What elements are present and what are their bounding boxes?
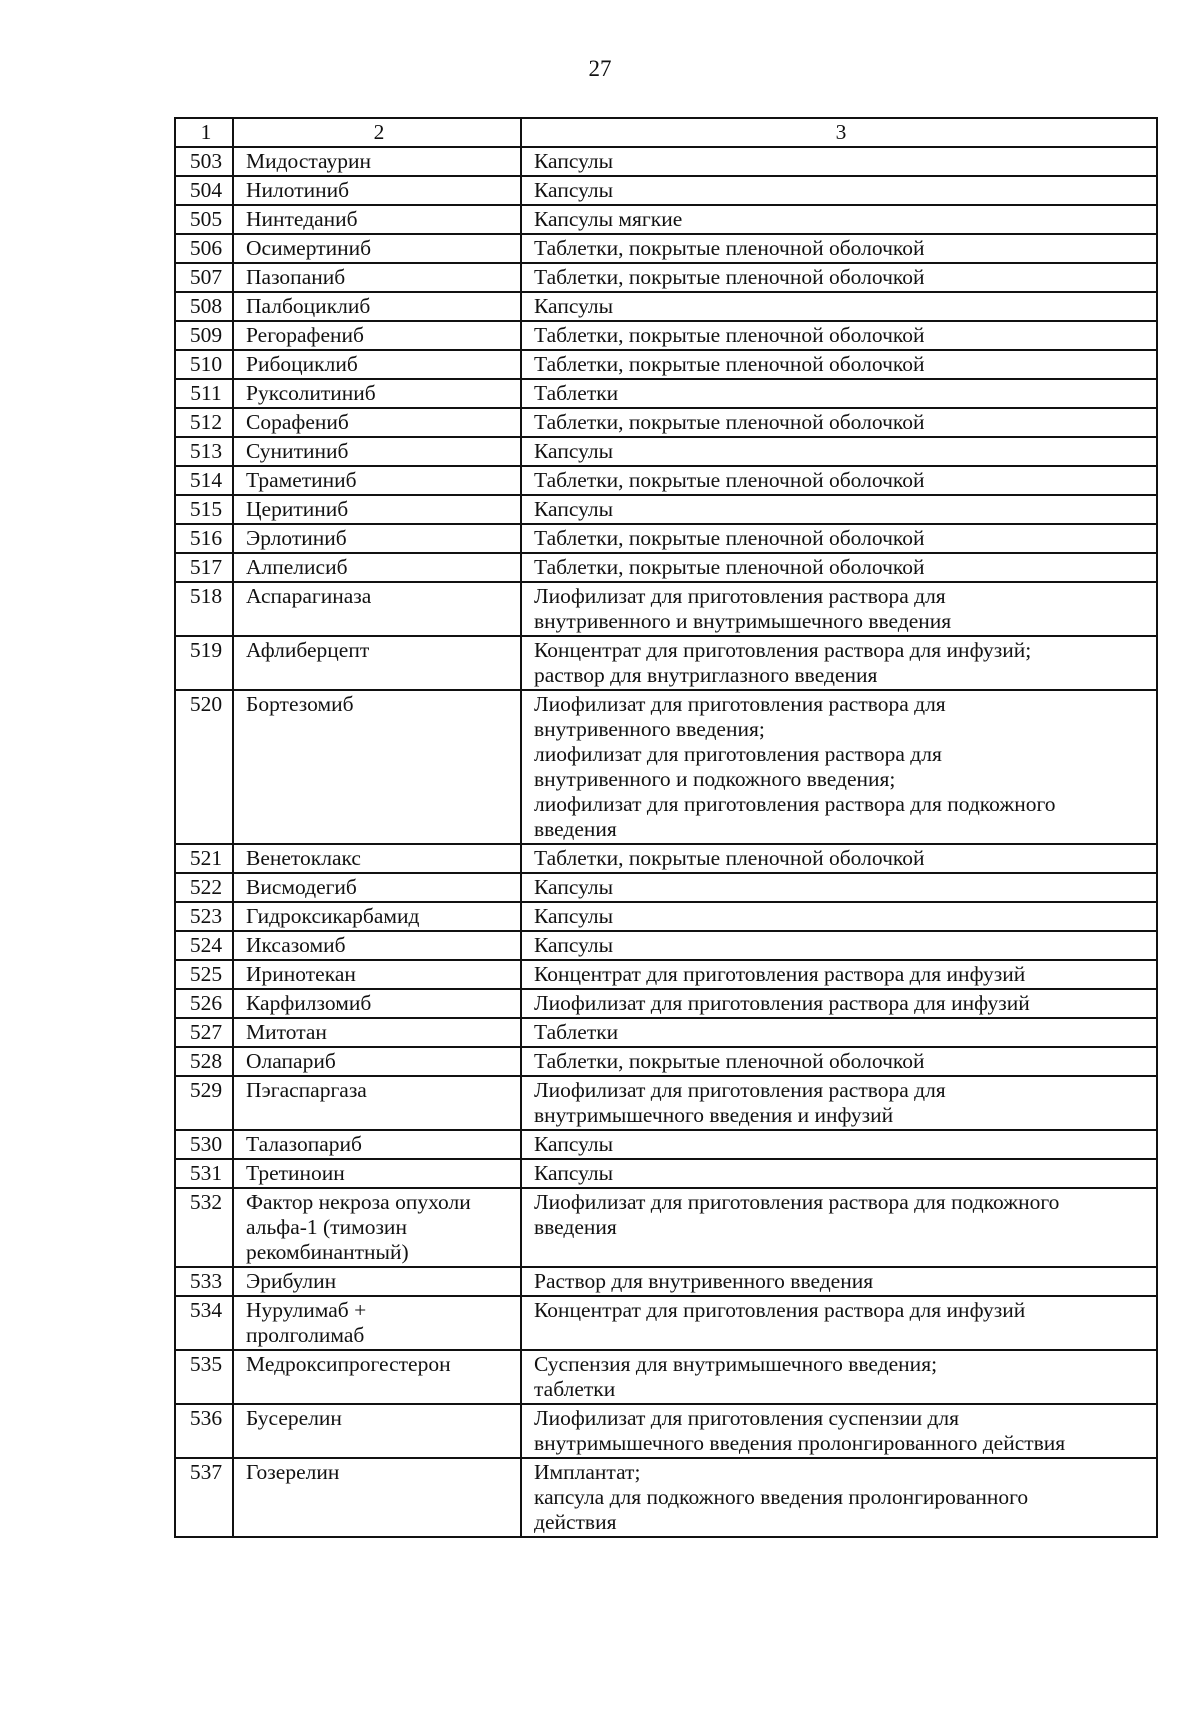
- dosage-form: Таблетки, покрытые пленочной оболочкой: [521, 466, 1157, 495]
- drug-name: Эрибулин: [233, 1267, 521, 1296]
- table-row: [175, 1018, 1157, 1047]
- drug-name: Рибоциклиб: [233, 350, 521, 379]
- drug-name: Пазопаниб: [233, 263, 521, 292]
- table-row: [175, 873, 1157, 902]
- table-row: [175, 205, 1157, 234]
- drug-table: [174, 117, 1158, 1538]
- drug-name: Сунитиниб: [233, 437, 521, 466]
- drug-name: Регорафениб: [233, 321, 521, 350]
- dosage-form: Имплантат; капсула для подкожного введения пролонгированного действия: [521, 1458, 1157, 1537]
- dosage-form: Капсулы: [521, 176, 1157, 205]
- drug-name: Иринотекан: [233, 960, 521, 989]
- drug-name: Траметиниб: [233, 466, 521, 495]
- dosage-form: Таблетки: [521, 1018, 1157, 1047]
- dosage-form: Лиофилизат для приготовления раствора для внутривенного и внутримышечного введения: [521, 582, 1157, 636]
- drug-name: Афлиберцепт: [233, 636, 521, 690]
- dosage-form: Капсулы: [521, 292, 1157, 321]
- dosage-form: Таблетки, покрытые пленочной оболочкой: [521, 408, 1157, 437]
- drug-name: Алпелисиб: [233, 553, 521, 582]
- dosage-form: Таблетки, покрытые пленочной оболочкой: [521, 1047, 1157, 1076]
- drug-name: Бусерелин: [233, 1404, 521, 1458]
- row-number: 515: [175, 495, 233, 524]
- table-row: [175, 321, 1157, 350]
- dosage-form: Лиофилизат для приготовления суспензии для внутримышечного введения пролонгированного действия: [521, 1404, 1157, 1458]
- page-number: 27: [588, 56, 612, 81]
- row-number: 504: [175, 176, 233, 205]
- dosage-form: Лиофилизат для приготовления раствора для внутримышечного введения и инфузий: [521, 1076, 1157, 1130]
- drug-name: Третиноин: [233, 1159, 521, 1188]
- table-row: [175, 234, 1157, 263]
- drug-name: Церитиниб: [233, 495, 521, 524]
- drug-name: Эрлотиниб: [233, 524, 521, 553]
- row-number: 531: [175, 1159, 233, 1188]
- dosage-form: Концентрат для приготовления раствора для инфузий; раствор для внутриглазного введения: [521, 636, 1157, 690]
- row-number: 525: [175, 960, 233, 989]
- drug-name: Гозерелин: [233, 1458, 521, 1537]
- dosage-form: Раствор для внутривенного введения: [521, 1267, 1157, 1296]
- table-row: [175, 466, 1157, 495]
- row-number: 505: [175, 205, 233, 234]
- table-row: [175, 582, 1157, 636]
- row-number: 517: [175, 553, 233, 582]
- dosage-form: Капсулы мягкие: [521, 205, 1157, 234]
- dosage-form: Таблетки: [521, 379, 1157, 408]
- table-row: [175, 989, 1157, 1018]
- row-number: 511: [175, 379, 233, 408]
- row-number: 520: [175, 690, 233, 844]
- dosage-form: Капсулы: [521, 147, 1157, 176]
- table-row: [175, 553, 1157, 582]
- row-number: 507: [175, 263, 233, 292]
- table-row: [175, 1350, 1157, 1404]
- drug-name: Нинтеданиб: [233, 205, 521, 234]
- dosage-form: Лиофилизат для приготовления раствора для внутривенного введения; лиофилизат для приготовления раствора для внутривенного и подкожного введения; лиофилизат для приготовления раствора для подкожного введения: [521, 690, 1157, 844]
- row-number: 506: [175, 234, 233, 263]
- drug-name: Венетоклакс: [233, 844, 521, 873]
- table-row: [175, 1267, 1157, 1296]
- drug-name: Руксолитиниб: [233, 379, 521, 408]
- drug-name: Мидостаурин: [233, 147, 521, 176]
- dosage-form: Капсулы: [521, 437, 1157, 466]
- row-number: 514: [175, 466, 233, 495]
- table-row: [175, 176, 1157, 205]
- dosage-form: Таблетки, покрытые пленочной оболочкой: [521, 234, 1157, 263]
- table-row: [175, 1188, 1157, 1267]
- row-number: 532: [175, 1188, 233, 1267]
- drug-name: Сорафениб: [233, 408, 521, 437]
- dosage-form: Капсулы: [521, 902, 1157, 931]
- header-col-1: 1: [175, 118, 233, 147]
- table-row: [175, 524, 1157, 553]
- dosage-form: Концентрат для приготовления раствора для инфузий: [521, 1296, 1157, 1350]
- table-row: [175, 960, 1157, 989]
- table-row: [175, 844, 1157, 873]
- row-number: 519: [175, 636, 233, 690]
- drug-name: Палбоциклиб: [233, 292, 521, 321]
- table-row: [175, 636, 1157, 690]
- dosage-form: Капсулы: [521, 495, 1157, 524]
- row-number: 512: [175, 408, 233, 437]
- drug-name: Аспарагиназа: [233, 582, 521, 636]
- row-number: 516: [175, 524, 233, 553]
- row-number: 534: [175, 1296, 233, 1350]
- row-number: 537: [175, 1458, 233, 1537]
- table-row: [175, 437, 1157, 466]
- row-number: 524: [175, 931, 233, 960]
- row-number: 535: [175, 1350, 233, 1404]
- table-body: [175, 118, 1157, 1537]
- drug-name: Митотан: [233, 1018, 521, 1047]
- row-number: 528: [175, 1047, 233, 1076]
- table-row: [175, 1130, 1157, 1159]
- dosage-form: Капсулы: [521, 931, 1157, 960]
- dosage-form: Таблетки, покрытые пленочной оболочкой: [521, 350, 1157, 379]
- row-number: 513: [175, 437, 233, 466]
- row-number: 530: [175, 1130, 233, 1159]
- row-number: 509: [175, 321, 233, 350]
- table-row: [175, 1076, 1157, 1130]
- dosage-form: Лиофилизат для приготовления раствора для инфузий: [521, 989, 1157, 1018]
- table-row: [175, 1404, 1157, 1458]
- drug-name: Осимертиниб: [233, 234, 521, 263]
- row-number: 526: [175, 989, 233, 1018]
- drug-name: Медроксипрогестерон: [233, 1350, 521, 1404]
- row-number: 508: [175, 292, 233, 321]
- row-number: 521: [175, 844, 233, 873]
- row-number: 533: [175, 1267, 233, 1296]
- row-number: 510: [175, 350, 233, 379]
- row-number: 536: [175, 1404, 233, 1458]
- drug-name: Висмодегиб: [233, 873, 521, 902]
- row-number: 523: [175, 902, 233, 931]
- dosage-form: Капсулы: [521, 1130, 1157, 1159]
- header-col-3: 3: [521, 118, 1157, 147]
- dosage-form: Капсулы: [521, 873, 1157, 902]
- row-number: 527: [175, 1018, 233, 1047]
- dosage-form: Таблетки, покрытые пленочной оболочкой: [521, 524, 1157, 553]
- drug-name: Иксазомиб: [233, 931, 521, 960]
- drug-name: Нилотиниб: [233, 176, 521, 205]
- table-row: [175, 379, 1157, 408]
- table-row: [175, 147, 1157, 176]
- row-number: 522: [175, 873, 233, 902]
- table-row: [175, 1458, 1157, 1537]
- table-row: [175, 495, 1157, 524]
- row-number: 529: [175, 1076, 233, 1130]
- dosage-form: Таблетки, покрытые пленочной оболочкой: [521, 321, 1157, 350]
- row-number: 503: [175, 147, 233, 176]
- table-row: [175, 690, 1157, 844]
- drug-name: Пэгаспаргаза: [233, 1076, 521, 1130]
- dosage-form: Таблетки, покрытые пленочной оболочкой: [521, 844, 1157, 873]
- row-number: 518: [175, 582, 233, 636]
- dosage-form: Таблетки, покрытые пленочной оболочкой: [521, 263, 1157, 292]
- table-row: [175, 350, 1157, 379]
- drug-name: Бортезомиб: [233, 690, 521, 844]
- drug-name: Нурулимаб + пролголимаб: [233, 1296, 521, 1350]
- table-row: [175, 931, 1157, 960]
- dosage-form: Суспензия для внутримышечного введения; таблетки: [521, 1350, 1157, 1404]
- table-row: [175, 408, 1157, 437]
- dosage-form: Капсулы: [521, 1159, 1157, 1188]
- header-col-2: 2: [233, 118, 521, 147]
- drug-name: Гидроксикарбамид: [233, 902, 521, 931]
- table-row: [175, 902, 1157, 931]
- table-row: [175, 1047, 1157, 1076]
- drug-name: Фактор некроза опухоли альфа-1 (тимозин рекомбинантный): [233, 1188, 521, 1267]
- table-row: [175, 1296, 1157, 1350]
- drug-name: Карфилзомиб: [233, 989, 521, 1018]
- table-row: [175, 263, 1157, 292]
- drug-name: Талазопариб: [233, 1130, 521, 1159]
- table-row: [175, 292, 1157, 321]
- dosage-form: Концентрат для приготовления раствора для инфузий: [521, 960, 1157, 989]
- dosage-form: Лиофилизат для приготовления раствора для подкожного введения: [521, 1188, 1157, 1267]
- table-row: [175, 1159, 1157, 1188]
- table-header-row: [175, 118, 1157, 147]
- drug-name: Олапариб: [233, 1047, 521, 1076]
- dosage-form: Таблетки, покрытые пленочной оболочкой: [521, 553, 1157, 582]
